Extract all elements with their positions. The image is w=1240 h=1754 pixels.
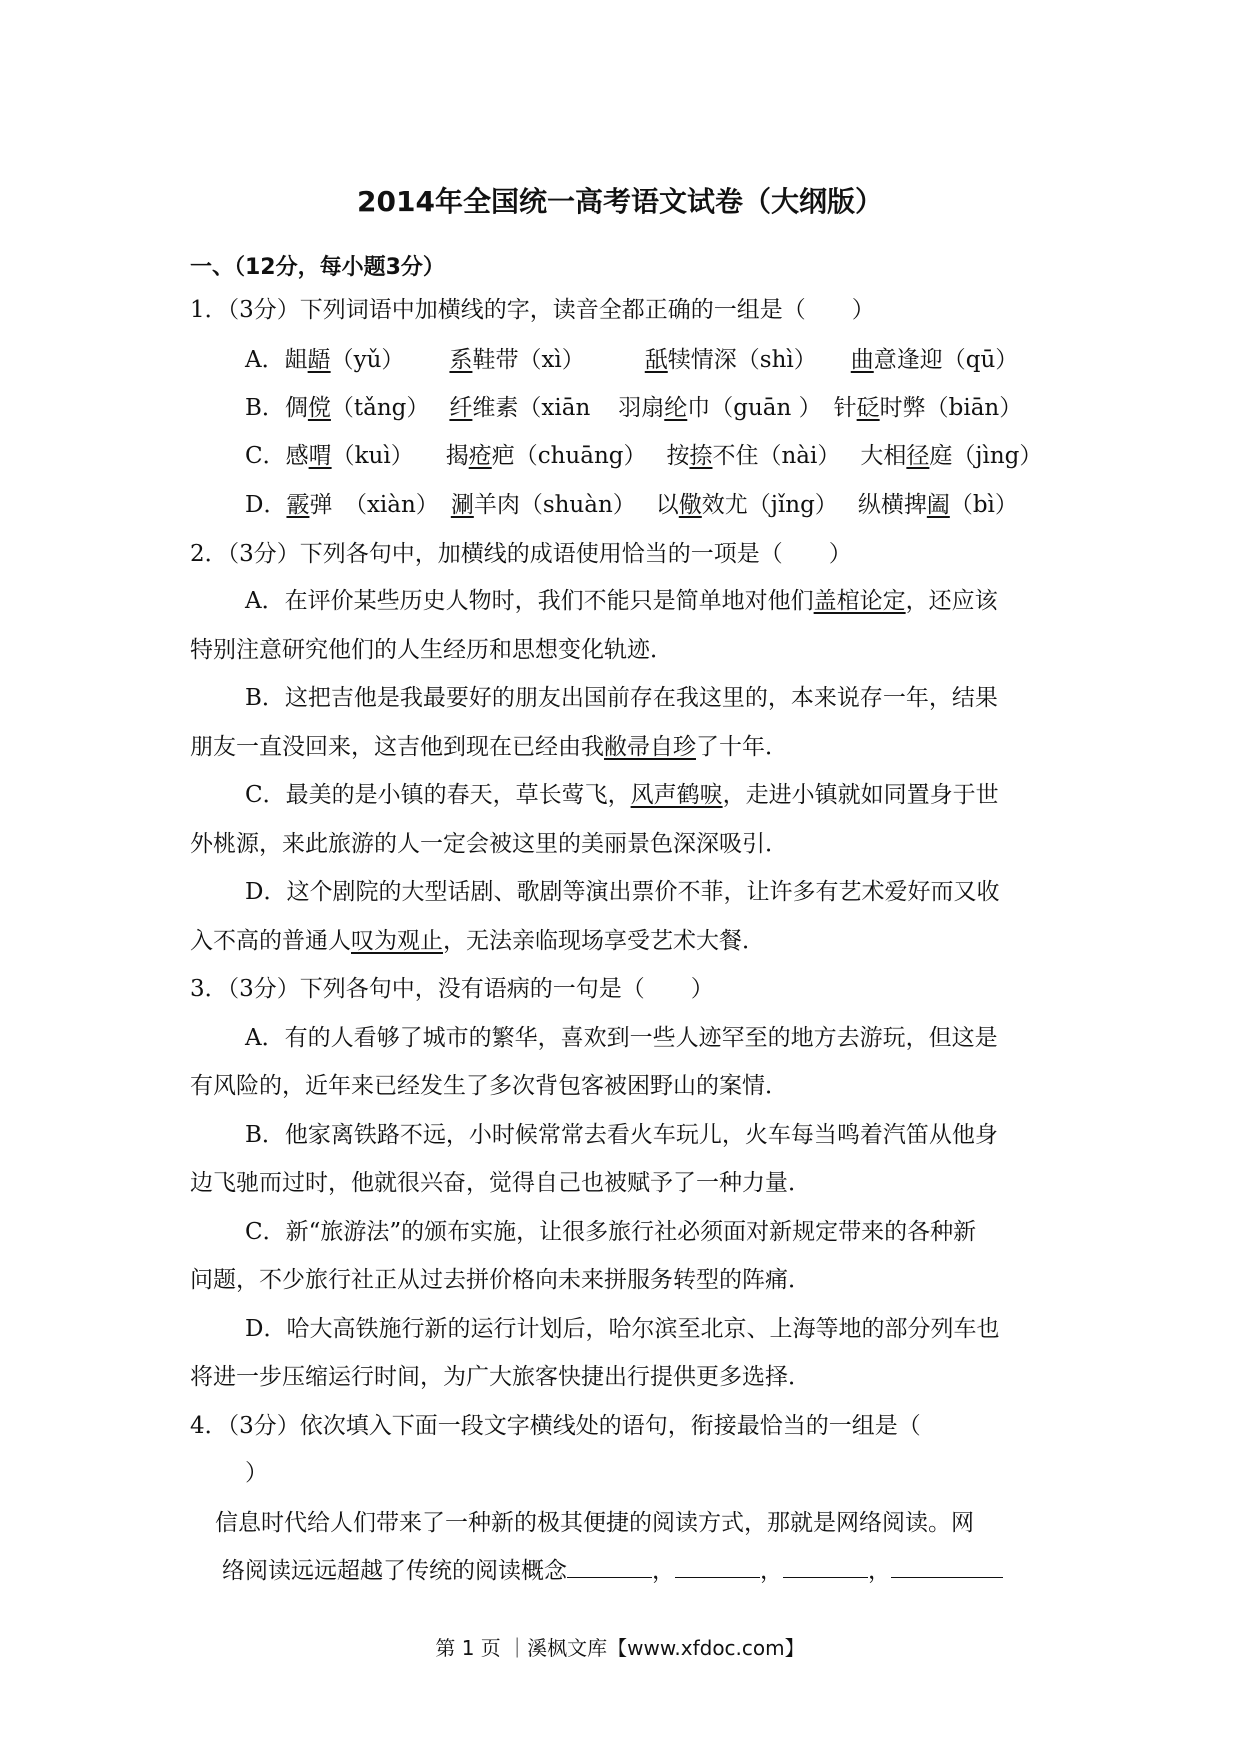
q3-option-a-line1: A．有的人看够了城市的繁华，喜欢到一些人迹罕至的地方去游玩，但这是 (245, 1025, 998, 1051)
q3-option-d-line2: 将进一步压缩运行时间，为广大旅客快捷出行提供更多选择． (190, 1364, 811, 1390)
section-heading: 一、（12分，每小题3分） (190, 255, 445, 280)
blank-1 (567, 1559, 652, 1578)
q3-option-d-line1: D．哈大高铁施行新的运行计划后，哈尔滨至北京、上海等地的部分列车也 (245, 1316, 1000, 1342)
blank-3 (783, 1559, 868, 1578)
q1-option-a: A．龃龉（yǔ） 系鞋带（xì） 舐犊情深（shì） 曲意逢迎（qū） (245, 347, 1019, 373)
q3-option-b-line1: B．他家离铁路不远，小时候常常去看火车玩儿，火车每当鸣着汽笛从他身 (245, 1122, 998, 1148)
q1-option-d: D．霰弹 （xiàn） 涮羊肉（shuàn） 以儆效尤（jǐng） 纵横捭阖（bì） (245, 492, 1018, 518)
q3-option-c-line2: 问题，不少旅行社正从过去拼价格向未来拼服务转型的阵痛． (190, 1267, 811, 1293)
q3-stem: 3．（3分）下列各句中，没有语病的一句是（ ） (190, 976, 714, 1002)
q2-option-d-line1: D．这个剧院的大型话剧、歌剧等演出票价不菲，让许多有艺术爱好而又收 (245, 879, 1000, 905)
q2-option-a-line1: A．在评价某些历史人物时，我们不能只是简单地对他们盖棺论定，还应该 (245, 588, 998, 614)
blank-2 (675, 1559, 760, 1578)
q1-stem: 1．（3分）下列词语中加横线的字，读音全都正确的一组是（ ） (190, 297, 875, 323)
q1-option-b: B．倜傥（tǎng） 纤维素（xiān 羽扇纶巾（guān ） 针砭时弊（biān） (245, 395, 1023, 421)
q3-option-a-line2: 有风险的，近年来已经发生了多次背包客被困野山的案情． (190, 1073, 788, 1099)
q2-stem: 2．（3分）下列各句中，加横线的成语使用恰当的一项是（ ） (190, 541, 852, 567)
q4-stem-close: ） (245, 1460, 268, 1486)
q4-passage-line1: 信息时代给人们带来了一种新的极其便捷的阅读方式，那就是网络阅读。网 (215, 1510, 974, 1536)
q3-option-c-line1: C．新“旅游法”的颁布实施，让很多旅行社必须面对新规定带来的各种新 (245, 1219, 977, 1245)
q3-option-b-line2: 边飞驰而过时，他就很兴奋，觉得自己也被赋予了一种力量． (190, 1170, 811, 1196)
page-footer: 第 1 页 ｜溪枫文库【www.xfdoc.com】 (435, 1636, 805, 1660)
page-title: 2014年全国统一高考语文试卷（大纲版） (357, 185, 883, 218)
q4-passage-line2: 络阅读远远超越了传统的阅读概念 ， ， ， (222, 1558, 1092, 1586)
q2-option-b-line2: 朋友一直没回来，这吉他到现在已经由我敝帚自珍了十年． (190, 734, 788, 760)
q2-option-a-line2: 特别注意研究他们的人生经历和思想变化轨迹． (190, 637, 673, 663)
q2-option-c-line2: 外桃源，来此旅游的人一定会被这里的美丽景色深深吸引． (190, 831, 788, 857)
q1-option-c: C．感喟（kuì） 揭疮疤（chuāng） 按捺不住（nài） 大相径庭（jìng） (245, 443, 1043, 469)
q4-stem: 4．（3分）依次填入下面一段文字横线处的语句，衔接最恰当的一组是（ (190, 1413, 921, 1439)
q2-option-c-line1: C．最美的是小镇的春天，草长莺飞，风声鹤唳，走进小镇就如同置身于世 (245, 782, 999, 808)
q2-option-b-line1: B．这把吉他是我最要好的朋友出国前存在我这里的，本来说存一年，结果 (245, 685, 998, 711)
q2-option-d-line2: 入不高的普通人叹为观止，无法亲临现场享受艺术大餐． (190, 928, 765, 954)
blank-4 (891, 1559, 1003, 1578)
